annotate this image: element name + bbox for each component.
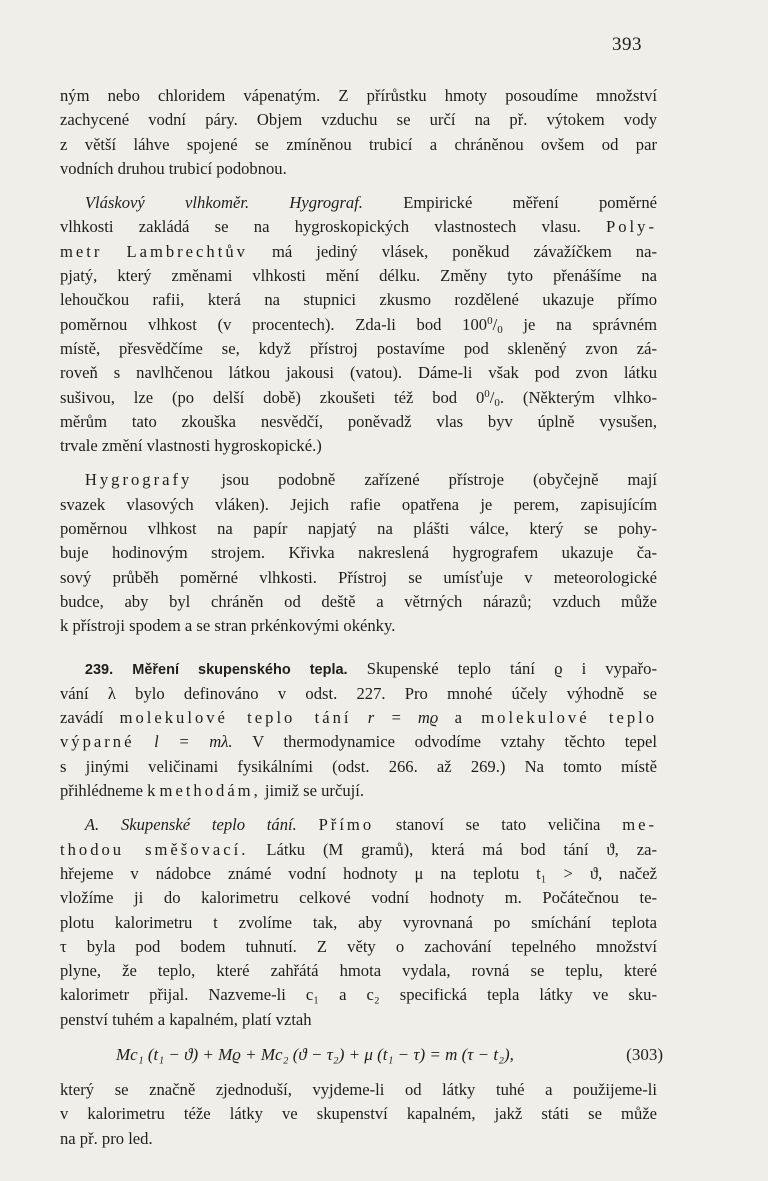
- text-line: vání λ bylo definováno v odst. 227. Pro mnohé účely výhodně se: [60, 683, 657, 703]
- text-line: budce, aby byl chráněn od deště a větrných nárazů; vzduch může: [60, 591, 657, 611]
- text-line: thodou směšovací. Látku (M gramů), která má bod tání ϑ, za-: [60, 839, 657, 859]
- text-line: roveň s navlhčenou látkou jakousi (vatou). Dáme-li však pod zvon látku: [60, 363, 657, 383]
- equation-303: [60, 1038, 663, 1072]
- text-line: zavádí molekulové teplo tání r = mϱ a molekulové teplo: [60, 708, 658, 728]
- text-line: sový průběh poměrné vlhkosti. Přístroj se umísťuje v meteorologické: [60, 567, 657, 587]
- text-line: Vláskový vlhkoměr. Hygrograf. Empirické měření poměrné: [84, 193, 657, 213]
- text-line: Hygrografy jsou podobně zařízené přístroje (obyčejně mají: [84, 470, 657, 490]
- paragraph-hygrograph: [60, 468, 657, 638]
- section-239: [60, 657, 657, 804]
- text-line: plyne, že teplo, které zahřátá hmota vydala, rovná se teplu, které: [60, 961, 657, 981]
- text-line: vlhkosti zakládá se na hygroskopických vlastnostech vlasu. Poly-: [60, 217, 657, 237]
- text-line: poměrnou vlhkost na papír napjatý na plášti válce, který se pohy-: [60, 519, 657, 539]
- text-line: k přístroji spodem a se stran prkénkovými okénky.: [60, 616, 396, 636]
- equation-number: (303): [626, 1044, 663, 1064]
- text-line: měrům tato zkouška nesvědčí, poněvadž vlas byv úplně vysušen,: [60, 411, 657, 431]
- text-line: trvale změní vlastnosti hygroskopické.): [60, 436, 322, 456]
- part-a: [60, 813, 663, 1151]
- text-line: kalorimetr přijal. Nazveme-li c₁ a c₂ specifická tepla látky ve sku-: [60, 985, 657, 1005]
- text-line: zachycené vodní páry. Objem vzduchu se určí na př. výtokem vody: [60, 110, 657, 130]
- spaced-term: Lambrechtův: [126, 241, 248, 261]
- equation-expression: Mc₁ (t₁ − ϑ) + Mϱ + Mc₂ (ϑ − τ₂) + μ (t₁ − τ) = m (τ − t₂),: [116, 1044, 514, 1064]
- text-line: plotu kalorimetru t zvolíme tak, aby vyrovnaná po smíchání teplota: [60, 912, 657, 932]
- text-line: s jinými veličinami fysikálními (odst. 266. až 269.) Na tomto místě: [60, 756, 657, 776]
- section-title: Měření skupenského tepla.: [132, 661, 348, 678]
- section-number: 239.: [84, 661, 114, 678]
- text-line: τ byla pod bodem tuhnutí. Z věty o zachování tepelného množství: [60, 936, 657, 956]
- spaced-term: Přímo: [318, 815, 375, 835]
- paragraph-hygrometer: [60, 191, 657, 458]
- text-line: přihlédneme k methodám, jimiž se určují.: [60, 781, 364, 801]
- text-line: výparné l = mλ. V thermodynamice odvodíme vztahy těchto tepel: [60, 732, 657, 752]
- text-line: z větší láhve spojené se zmíněnou trubicí a chráněnou ovšem od par: [60, 134, 657, 154]
- text-line: poměrnou vlhkost (v procentech). Zda-li bod $100^0/_0$ je na správném: [60, 314, 657, 336]
- page-number: 393: [612, 34, 642, 55]
- text-line: na př. pro led.: [60, 1128, 153, 1148]
- text-line: ným nebo chloridem vápenatým. Z přírůstku hmoty posoudíme množství: [60, 86, 657, 105]
- spaced-term: Poly-: [606, 217, 657, 237]
- text-line: vodních druhou trubicí podobnou.: [60, 158, 287, 178]
- text-line: který se značně zjednoduší, vyjdeme-li od látky tuhé a použijeme-li: [60, 1079, 657, 1099]
- part-label: A.: [84, 815, 100, 835]
- text-line: pjatý, který změnami vlhkosti mění délku. Změny tyto přenášíme na: [60, 266, 657, 286]
- text-line: lehoučkou rafii, která na stupnici zkusmo rozdělené ukazuje přímo: [60, 290, 657, 310]
- page-text: [60, 84, 663, 1151]
- spaced-term: Hygrografy: [84, 470, 193, 490]
- heading-hygrometer: Vláskový vlhkoměr. Hygrograf.: [84, 193, 363, 213]
- text-line: hřejeme v nádobce známé vodní hodnoty μ na teplotu t₁ > ϑ, načež: [60, 863, 657, 883]
- text-line: v kalorimetru téže látky ve skupenství kapalném, jakž státi se může: [60, 1104, 657, 1124]
- text-line: místě, přesvědčíme se, když přístroj postavíme pod skleněný zvon zá-: [60, 338, 657, 358]
- text-line: buje hodinovým strojem. Křivka nakreslená hygrografem ukazuje ča-: [60, 543, 657, 563]
- text-line: sušivou, lze (po delší době) zkoušeti též bod $0^0/_0$. (Některým vlhko-: [60, 387, 657, 409]
- text-line: penství tuhém a kapalném, platí vztah: [60, 1009, 312, 1029]
- text-line: 239. Měření skupenského tepla. Skupenské teplo tání ϱ i vypařo-: [84, 658, 657, 678]
- text-line: A. Skupenské teplo tání. Přímo stanoví se tato veličina me-: [84, 815, 658, 835]
- text-line: vložíme ji do kalorimetru celkové vodní hodnoty m. Počátečnou te-: [60, 888, 657, 908]
- text-line: metr Lambrechtův má jediný vlásek, poněkud závažíčkem na-: [60, 241, 657, 261]
- text-line: svazek vlasových vláken). Jejich rafie opatřena je perem, zapisujícím: [60, 494, 657, 514]
- paragraph-1: [60, 84, 657, 181]
- part-heading: Skupenské teplo tání.: [120, 815, 297, 835]
